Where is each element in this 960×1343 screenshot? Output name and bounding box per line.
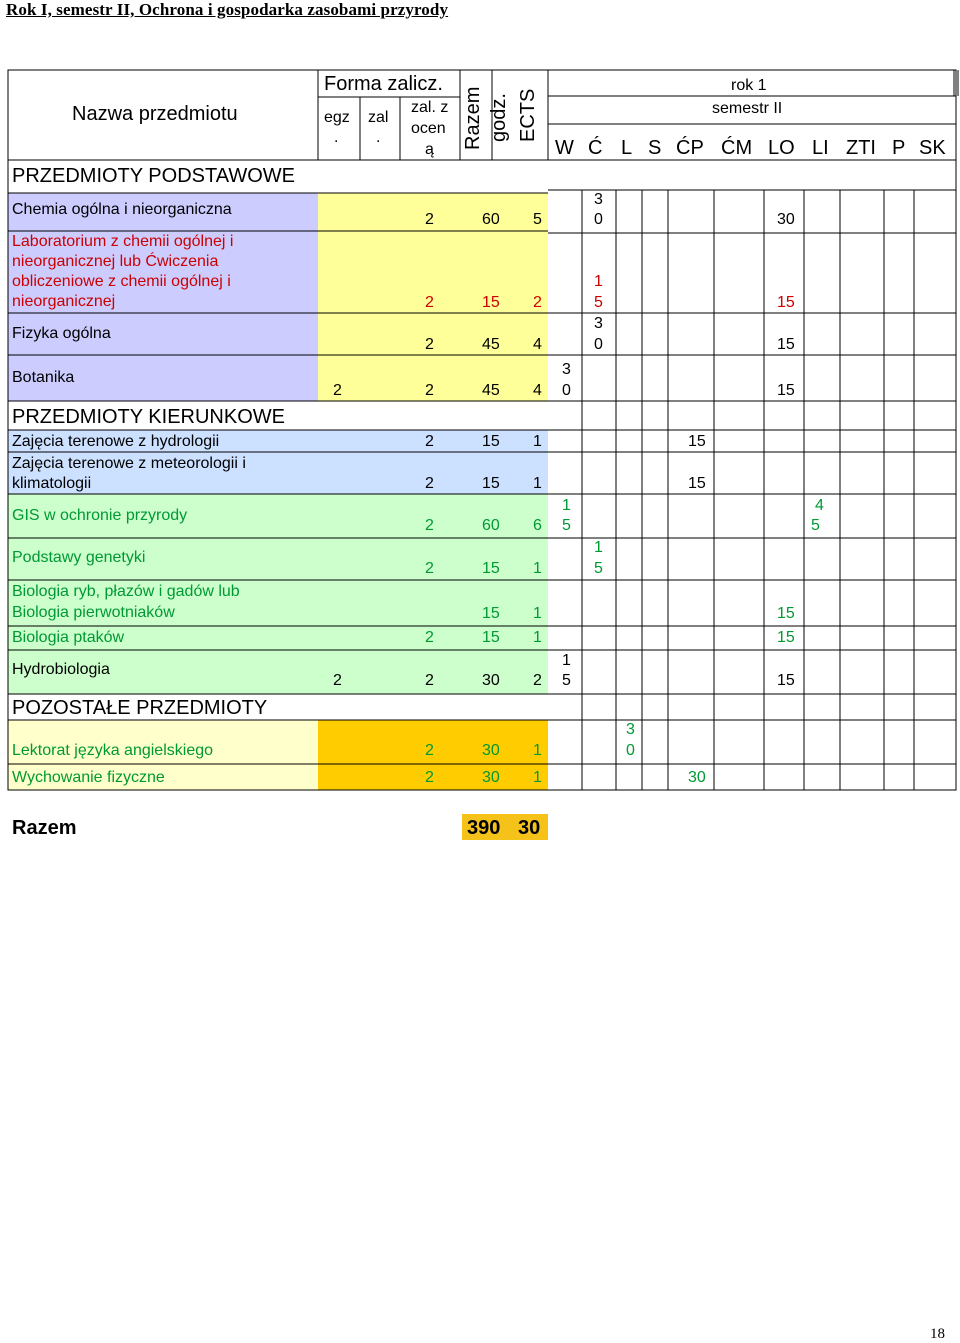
cell-godz: 30 xyxy=(482,742,500,759)
cell-godz: 15 xyxy=(482,560,500,577)
cell-w-2: 0 xyxy=(594,211,603,228)
cell-c: 1 xyxy=(594,539,603,556)
cell-ects: 6 xyxy=(533,517,542,534)
cell-zal-z-ocena: 2 xyxy=(425,742,434,759)
subject-name: Chemia ogólna i nieorganiczna xyxy=(12,201,232,218)
totals-label: Razem xyxy=(12,817,77,839)
cell-egz: 2 xyxy=(333,382,342,399)
subject-name: Lektorat języka angielskiego xyxy=(12,742,214,759)
cell-ects: 4 xyxy=(533,382,542,399)
col-header-cm: ĆM xyxy=(721,137,753,159)
cell-zal-z-ocena: 2 xyxy=(425,433,434,450)
cell-li: 4 xyxy=(815,497,824,514)
cell-lo: 15 xyxy=(777,294,795,311)
cell-w-2: 5 xyxy=(562,672,571,689)
subject-name: Hydrobiologia xyxy=(12,661,110,678)
cell-ects: 2 xyxy=(533,672,542,689)
section-kierunkowe: PRZEDMIOTY KIERUNKOWE xyxy=(12,406,285,428)
totals-ects: 30 xyxy=(518,817,541,839)
cell-cm: 30 xyxy=(688,769,706,786)
subject-name-3: obliczeniowe z chemii ogólnej i xyxy=(12,273,231,290)
cell-w: 3 xyxy=(562,361,571,378)
cell-lo: 15 xyxy=(777,672,795,689)
col-header-l: L xyxy=(621,137,633,159)
cell-w: 1 xyxy=(594,273,603,290)
totals-godz: 390 xyxy=(467,817,501,839)
cell-zal-z-ocena: 2 xyxy=(425,629,434,646)
cell-w-2: 0 xyxy=(594,336,603,353)
subject-name: Biologia ryb, płazów i gadów lub xyxy=(12,583,240,600)
cell-lo: 15 xyxy=(777,382,795,399)
header-zal: zal xyxy=(368,109,389,126)
subject-name: Fizyka ogólna xyxy=(12,325,111,342)
header-zal-dot: . xyxy=(376,129,381,146)
cell-w-2: 5 xyxy=(594,294,603,311)
cell-zal-z-ocena: 2 xyxy=(425,517,434,534)
subject-name: GIS w ochronie przyrody xyxy=(12,507,188,524)
cell-ects: 5 xyxy=(533,211,542,228)
header-subject-name: Nazwa przedmiotu xyxy=(72,103,238,125)
cell-ects: 1 xyxy=(533,742,542,759)
cell-godz: 30 xyxy=(482,769,500,786)
cell-ects: 2 xyxy=(533,294,542,311)
cell-zal-z-ocena: 2 xyxy=(425,336,434,353)
cell-godz: 60 xyxy=(482,211,500,228)
col-header-cp: ĆP xyxy=(676,137,704,159)
cell-cp: 15 xyxy=(688,433,706,450)
subject-name-2: Biologia pierwotniaków xyxy=(12,604,175,621)
cell-godz: 15 xyxy=(482,433,500,450)
cell-zal-z-ocena: 2 xyxy=(425,560,434,577)
cell-ects: 4 xyxy=(533,336,542,353)
page-title: Rok I, semestr II, Ochrona i gospodarka zasobami przyrody xyxy=(6,0,449,19)
subject-name: Wychowanie fizyczne xyxy=(12,769,165,786)
subject-name: Zajęcia terenowe z meteorologii i xyxy=(12,455,246,472)
col-header-zti: ZTI xyxy=(846,137,876,159)
cell-godz: 45 xyxy=(482,382,500,399)
cell-godz: 15 xyxy=(482,629,500,646)
cell-lo: 15 xyxy=(777,605,795,622)
cell-lo: 30 xyxy=(777,211,795,228)
subject-name: Botanika xyxy=(12,369,75,386)
cell-lo: 15 xyxy=(777,336,795,353)
header-egz-dot: . xyxy=(334,129,339,146)
cell-zal-z-ocena: 2 xyxy=(425,382,434,399)
cell-zal-z-ocena: 2 xyxy=(425,672,434,689)
cell-s-2: 0 xyxy=(626,742,635,759)
header-zal-z-ocena: zal. z xyxy=(411,99,449,116)
cell-godz: 30 xyxy=(482,672,500,689)
header-egz: egz xyxy=(324,109,350,126)
header-forma-zaliczenia: Forma zalicz. xyxy=(324,73,443,95)
col-header-s: S xyxy=(648,137,662,159)
header-semestr: semestr II xyxy=(712,100,783,117)
page-number: 18 xyxy=(930,1326,945,1342)
subject-name: Laboratorium z chemii ogólnej i xyxy=(12,233,234,250)
col-header-sk: SK xyxy=(919,137,946,159)
cell-cp: 15 xyxy=(688,475,706,492)
col-header-lo: LO xyxy=(768,137,795,159)
cell-zal-z-ocena: 2 xyxy=(425,769,434,786)
cell-w-2: 0 xyxy=(562,382,571,399)
cell-godz: 15 xyxy=(482,475,500,492)
subject-name-2: nieorganicznej lub Ćwiczenia xyxy=(12,253,219,270)
cell-lo: 15 xyxy=(777,629,795,646)
header-rok: rok 1 xyxy=(731,77,767,94)
col-header-p: P xyxy=(892,137,906,159)
cell-ects: 1 xyxy=(533,769,542,786)
cell-zal-z-ocena: 2 xyxy=(425,475,434,492)
subject-name: Biologia ptaków xyxy=(12,629,125,646)
cell-ects: 1 xyxy=(533,629,542,646)
cell-w: 3 xyxy=(594,191,603,208)
col-header-w: W xyxy=(555,137,574,159)
header-zal-z-ocena-2: ocen xyxy=(411,120,446,137)
cell-w: 1 xyxy=(562,497,571,514)
cell-godz: 60 xyxy=(482,517,500,534)
header-ects: ECTS xyxy=(517,88,539,142)
cell-godz: 15 xyxy=(482,294,500,311)
col-header-c: Ć xyxy=(588,137,603,159)
cell-ects: 1 xyxy=(533,433,542,450)
cell-godz: 15 xyxy=(482,605,500,622)
subject-name: Podstawy genetyki xyxy=(12,549,146,566)
cell-w: 1 xyxy=(562,652,571,669)
cell-ects: 1 xyxy=(533,475,542,492)
cell-li-2: 5 xyxy=(811,517,820,534)
section-podstawowe: PRZEDMIOTY PODSTAWOWE xyxy=(12,165,295,187)
header-zal-z-ocena-3: ą xyxy=(425,141,434,158)
header-razem: Razem xyxy=(462,86,484,150)
col-header-li: LI xyxy=(812,137,829,159)
section-pozostale: POZOSTAŁE PRZEDMIOTY xyxy=(12,697,268,719)
cell-zal-z-ocena: 2 xyxy=(425,294,434,311)
cell-c-2: 5 xyxy=(594,560,603,577)
cell-godz: 45 xyxy=(482,336,500,353)
cell-s: 3 xyxy=(626,721,635,738)
header-godz: godz. xyxy=(488,93,510,142)
cell-ects: 1 xyxy=(533,605,542,622)
cell-w: 3 xyxy=(594,315,603,332)
cell-egz: 2 xyxy=(333,672,342,689)
cell-zal-z-ocena: 2 xyxy=(425,211,434,228)
subject-name: Zajęcia terenowe z hydrologii xyxy=(12,433,220,450)
subject-name-2: klimatologii xyxy=(12,475,92,492)
cell-w-2: 5 xyxy=(562,517,571,534)
subject-name-4: nieorganicznej xyxy=(12,293,116,310)
cell-ects: 1 xyxy=(533,560,542,577)
